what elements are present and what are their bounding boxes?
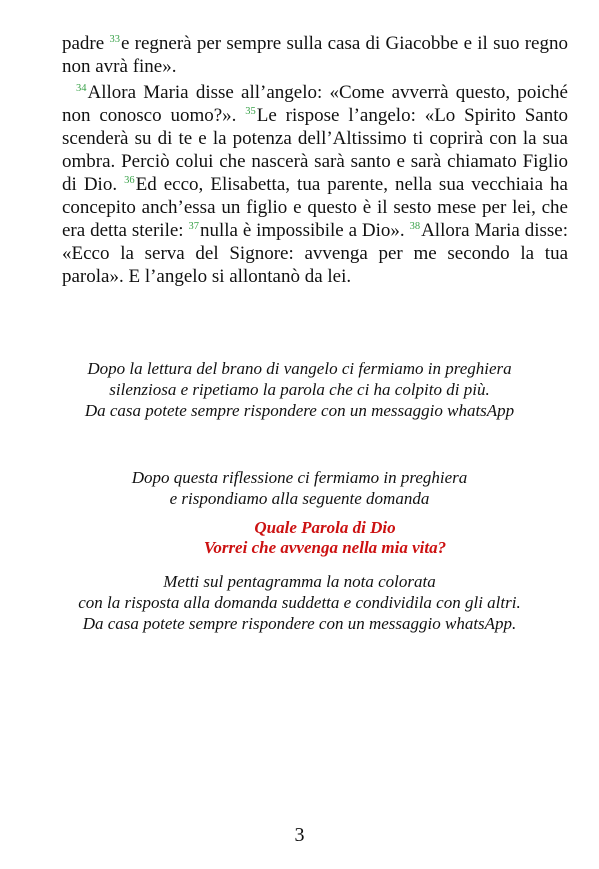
instruction-line: e rispondiamo alla seguente domanda xyxy=(169,489,430,508)
verse-number: 34 xyxy=(76,83,87,94)
scripture-text: Ed ecco, Elisabetta, tua parente, nella sua vecchiaia ha concepito anch’essa un figlio e questo è il sesto mese per lei, che era detta sterile: xyxy=(62,174,568,241)
instruction-line: silenziosa e ripetiamo la parola che ci ha colpito di più. xyxy=(109,380,490,399)
question-line: Quale Parola di Dio xyxy=(254,518,396,537)
scripture-text: e regnerà per sempre sulla casa di Giacobbe e il suo regno non avrà fine». xyxy=(62,33,568,77)
question-line: Vorrei che avvenga nella mia vita? xyxy=(203,538,447,557)
scripture-text: Allora Maria disse: «Ecco la serva del Signore: avvenga per me secondo la tua parola». E l’angelo si allontanò da lei. xyxy=(62,220,568,287)
instruction-line: Dopo la lettura del brano di vangelo ci fermiamo in preghiera xyxy=(87,359,512,378)
scripture-text: Allora Maria disse all’angelo: «Come avverrà questo, poiché non conosco uomo?». xyxy=(62,82,568,126)
instruction-line: con la risposta alla domanda suddetta e condividila con gli altri. xyxy=(78,593,521,612)
instruction-line: Metti sul pentagramma la nota colorata xyxy=(163,572,436,591)
instruction-line: Da casa potete sempre rispondere con un messaggio whatsApp. xyxy=(82,614,517,633)
scripture-paragraph xyxy=(62,81,568,288)
verse-number: 35 xyxy=(245,106,256,117)
activity-instructions xyxy=(40,571,559,634)
scripture-text: padre xyxy=(62,33,110,54)
verse-number: 37 xyxy=(188,221,199,232)
instruction-line: Da casa potete sempre rispondere con un messaggio whatsApp xyxy=(84,401,515,420)
reflection-instructions xyxy=(40,467,559,509)
scripture-text: Le rispose l’angelo: «Lo Spirito Santo scenderà su di te e la potenza dell’Altissimo ti coprirà con la sua ombra. Perciò colui che nascerà sarà santo e sarà chiamato Figlio di Dio. xyxy=(62,105,568,195)
prayer-instructions xyxy=(40,358,559,421)
verse-number: 33 xyxy=(109,34,120,45)
page-number: 3 xyxy=(294,824,305,846)
instruction-line: Dopo questa riflessione ci fermiamo in preghiera xyxy=(131,468,468,487)
scripture-paragraph xyxy=(62,32,568,78)
verse-number: 36 xyxy=(124,175,135,186)
reflection-question xyxy=(150,518,500,558)
scripture-text: nulla è impossibile a Dio». xyxy=(199,220,410,241)
verse-number: 38 xyxy=(409,221,421,232)
